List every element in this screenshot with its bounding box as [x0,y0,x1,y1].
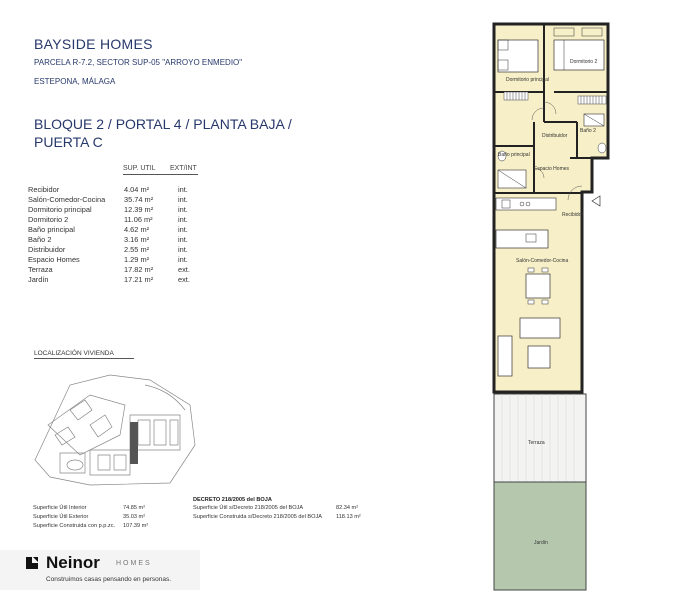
table-row [28,235,208,245]
label-salon: Salón-Comedor-Cocina [516,258,569,264]
surface-summary [33,505,173,532]
entrance-arrow-icon [592,196,600,206]
label-terraza: Terraza [528,440,545,446]
summary-label: Superficie Útil s/Decreto 218/2005 del BOJA [193,505,304,511]
room-name: Jardín [28,275,49,284]
room-area: 35.74 m² [124,195,154,204]
floor-plan [482,18,617,593]
summary-value: 107.39 m² [123,523,149,529]
label-jardin: Jardín [534,540,548,546]
room-type: int. [178,195,188,204]
brand-tagline: Construimos casas pensando en personas. [46,576,172,583]
column-header-area: SUP. UTIL [123,165,156,172]
room-type: int. [178,225,188,234]
project-address: PARCELA R-7.2, SECTOR SUP-05 "ARROYO ENMEDIO" [34,58,243,67]
label-bano-principal: Baño principal [498,152,530,158]
room-name: Espacio Homes [28,255,80,264]
bed-principal [498,40,538,72]
label-recibidor: Recibidor [562,212,584,218]
room-area: 2.55 m² [124,245,150,254]
project-city: ESTEPONA, MÁLAGA [34,77,116,86]
table-row [28,185,208,195]
location-divider [34,358,134,359]
room-name: Recibidor [28,185,60,194]
summary-label: Superficie Útil Interior [33,505,87,511]
header-divider [123,174,198,175]
summary-label: Superficie Construida s/Decreto 218/2005 del BOJA [193,514,323,520]
brand-sub: HOMES [116,560,152,567]
decreto-title: DECRETO 218/2005 del BOJA [193,497,272,503]
kitchen-island [496,230,548,248]
room-name: Baño 2 [28,235,52,244]
room-area: 11.06 m² [124,215,153,224]
label-bano-2: Baño 2 [580,128,596,134]
room-name: Dormitorio principal [28,205,92,214]
dining-table [526,274,550,298]
room-type: int. [178,215,188,224]
label-distribuidor: Distribuidor [542,133,568,139]
unit-title-line-2: PUERTA C [34,134,103,150]
decreto-summary [193,505,383,523]
label-espacio-homes: Espacio Homes [534,166,570,172]
room-area: 4.04 m² [124,185,150,194]
project-title: BAYSIDE HOMES [34,36,153,52]
room-area: 1.29 m² [124,255,150,264]
table-row [28,275,208,285]
terrace-area [494,394,586,482]
summary-row [33,514,173,523]
room-area: 17.21 m² [124,275,154,284]
room-type: int. [178,205,188,214]
summary-row [33,523,173,532]
room-type: ext. [178,275,190,284]
room-name: Baño principal [28,225,75,234]
room-type: int. [178,245,188,254]
unit-title-line-1: BLOQUE 2 / PORTAL 4 / PLANTA BAJA / [34,116,292,132]
location-map [30,365,200,490]
table-row [28,225,208,235]
room-area: 3.16 m² [124,235,150,244]
table-row [28,255,208,265]
room-area: 12.39 m² [124,205,154,214]
bed-dorm-2 [554,40,604,70]
label-dorm-2: Dormitorio 2 [570,59,598,65]
room-area: 4.62 m² [124,225,150,234]
summary-label: Superficie Útil Exterior [33,514,89,520]
neinor-flag-icon [24,555,40,571]
table-row [28,245,208,255]
room-type: int. [178,255,188,264]
column-header-type: EXT/INT [170,165,197,172]
summary-row [193,505,383,514]
room-name: Terraza [28,265,53,274]
garden-area [494,482,586,590]
sofa [520,318,560,338]
room-type: int. [178,185,188,194]
summary-value: 74.85 m² [123,505,146,511]
armchair [498,336,512,376]
room-name: Dormitorio 2 [28,215,69,224]
summary-label: Superficie Construida con p.p.zc. [33,523,116,529]
location-label: LOCALIZACIÓN VIVIENDA [34,350,114,357]
summary-row [33,505,173,514]
label-dorm-principal: Dormitorio principal [506,77,550,83]
table-row [28,195,208,205]
table-row [28,205,208,215]
highlighted-unit [130,422,138,464]
room-type: int. [178,235,188,244]
summary-value: 118.13 m² [336,514,361,520]
summary-value: 82.34 m² [336,505,359,511]
room-area-table [28,185,208,285]
room-area: 17.82 m² [124,265,154,274]
brand-name: Neinor [46,553,100,572]
table-row [28,265,208,275]
coffee-table [528,346,550,368]
room-name: Distribuidor [28,245,66,254]
summary-row [193,514,383,523]
room-type: ext. [178,265,190,274]
table-row [28,215,208,225]
summary-value: 35.03 m² [123,514,146,520]
room-name: Salón-Comedor-Cocina [28,195,106,204]
